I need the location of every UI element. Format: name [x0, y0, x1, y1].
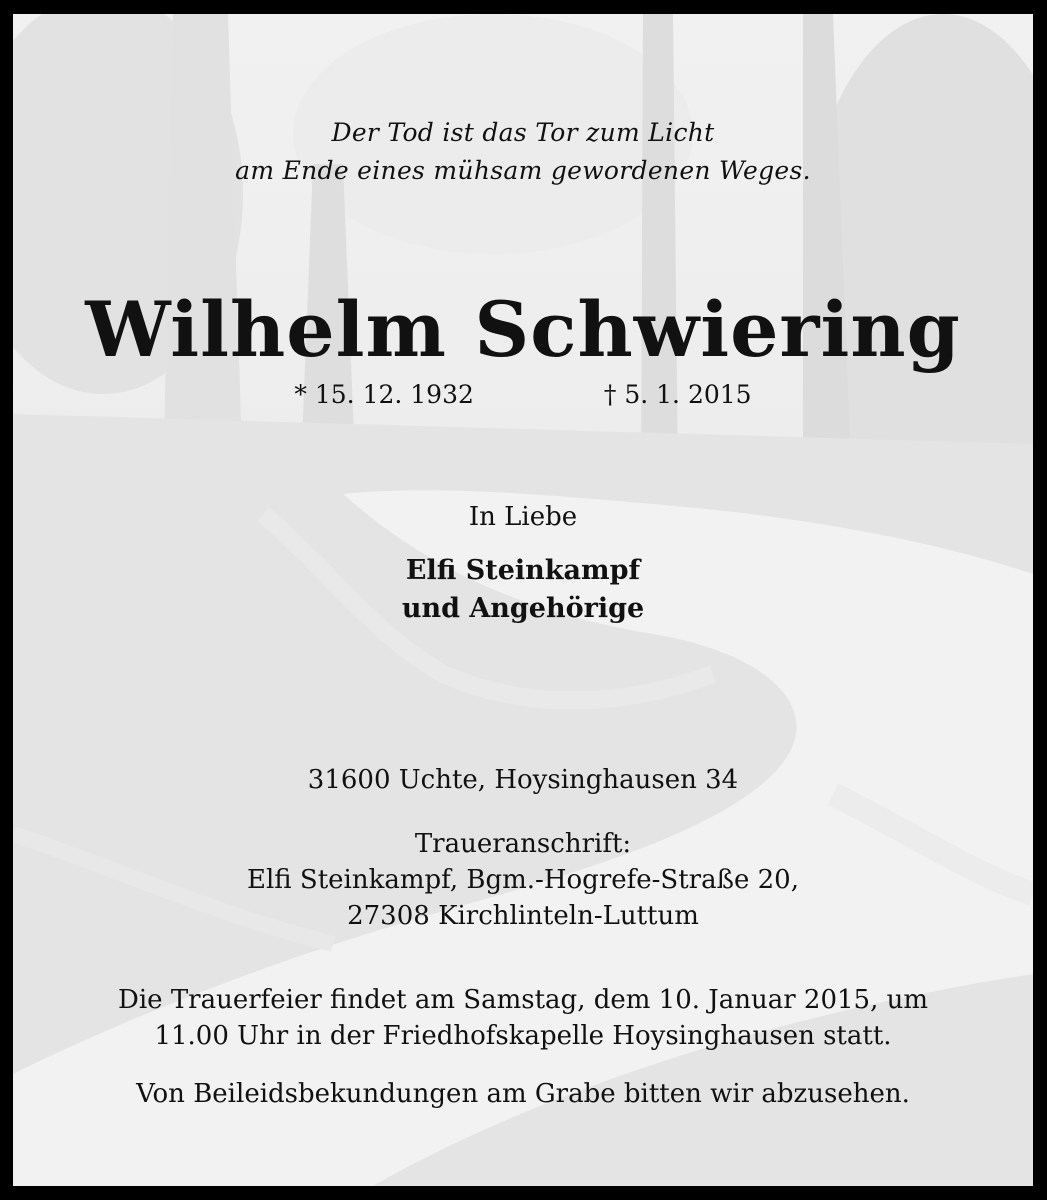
funeral-service-info [13, 982, 1033, 1054]
service-line-2: 11.00 Uhr in der Friedhofskapelle Hoysinghausen statt. [154, 1021, 892, 1051]
mourning-address-line-2: 27308 Kirchlinteln-Luttum [347, 901, 699, 931]
mourner-name: Elfi Steinkampf [405, 555, 641, 586]
residence-address: 31600 Uchte, Hoysinghausen 34 [307, 765, 739, 795]
mourner-relatives: und Angehörige [401, 593, 645, 624]
condolence-note: Von Beileidsbekundungen am Grabe bitten wir abzusehen. [136, 1079, 910, 1109]
death-date: † 5. 1. 2015 [603, 380, 752, 409]
service-line-1: Die Trauerfeier findet am Samstag, dem 10. Januar 2015, um [118, 985, 928, 1015]
motto-line-1: Der Tod ist das Tor zum Licht [331, 118, 715, 147]
mourning-address-label: Traueranschrift: [414, 829, 632, 859]
life-dates [13, 378, 1033, 412]
deceased-name: Wilhelm Schwiering [85, 285, 961, 374]
mourning-address [13, 826, 1033, 934]
mourning-address-line-1: Elfi Steinkampf, Bgm.-Hogrefe-Straße 20, [247, 865, 799, 895]
mourners [13, 552, 1033, 628]
motto-line-2: am Ende eines mühsam gewordenen Weges. [235, 156, 811, 185]
farewell-intro: In Liebe [468, 502, 578, 532]
birth-date: * 15. 12. 1932 [294, 380, 474, 409]
motto-quote [13, 114, 1033, 190]
